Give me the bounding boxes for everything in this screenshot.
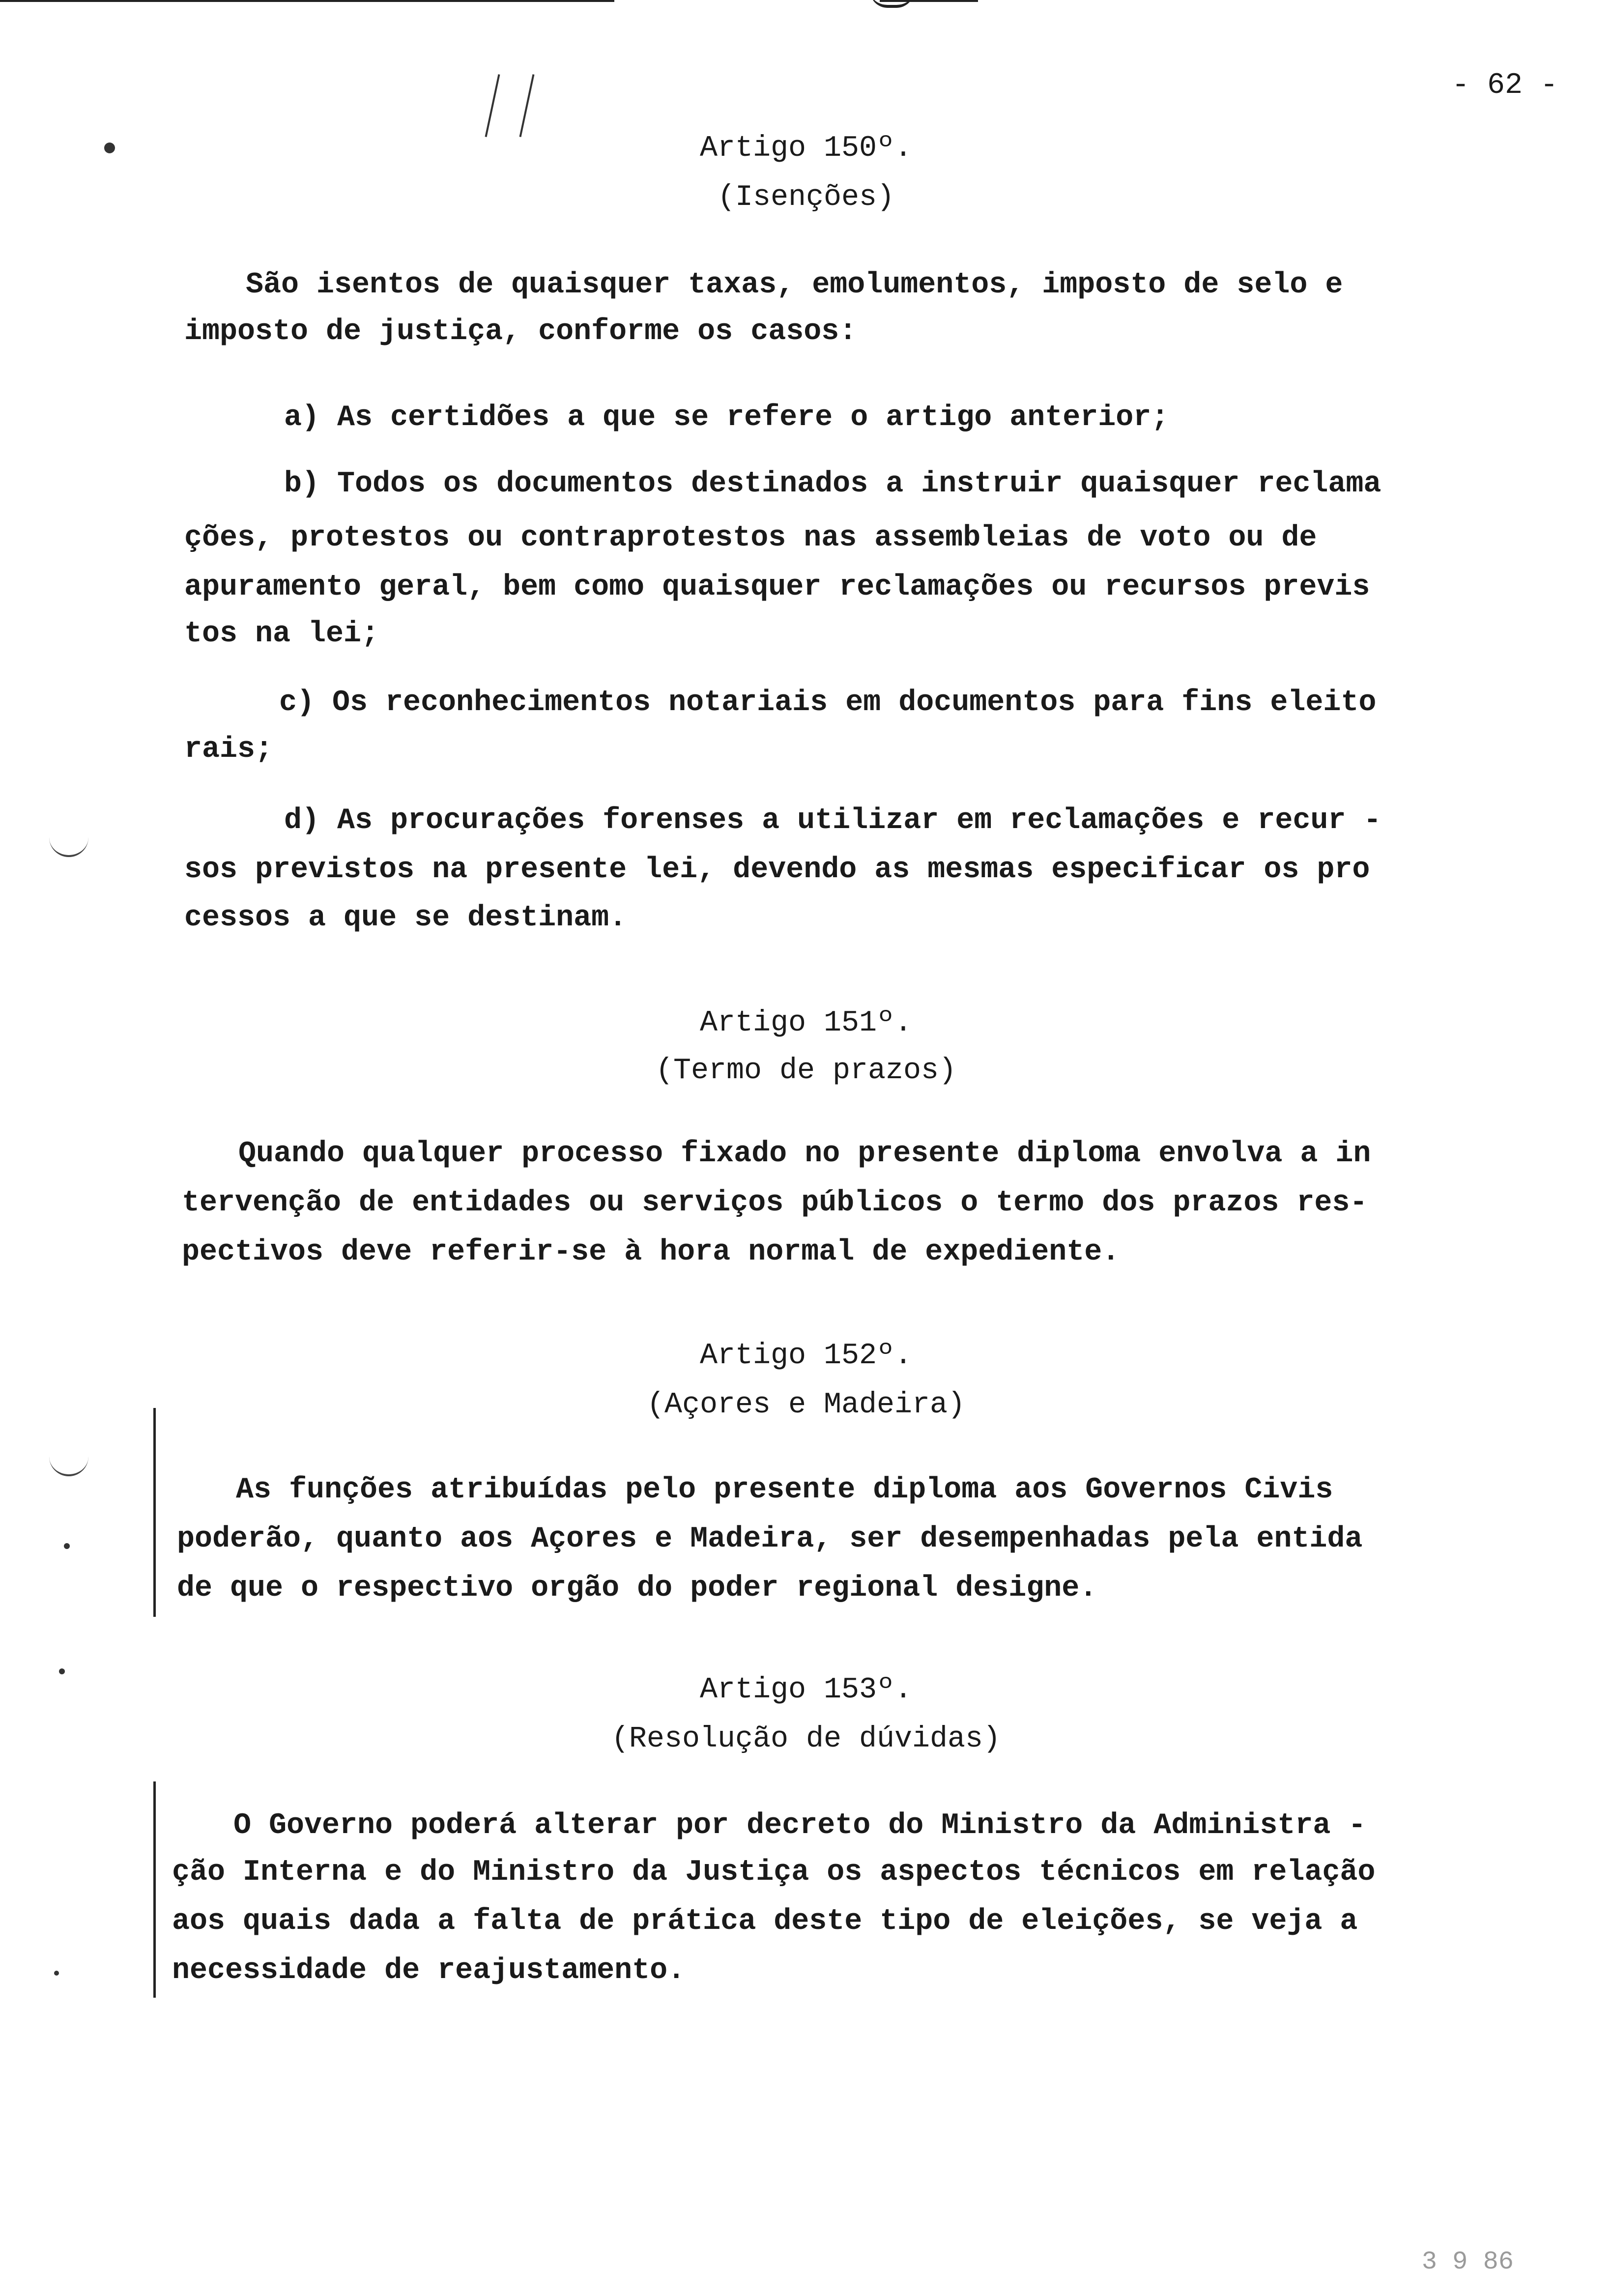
article-151-line: Quando qualquer processo fixado no presente diploma envolva a in (238, 1137, 1371, 1171)
article-150-line: cessos a que se destinam. (184, 901, 627, 935)
article-153-heading: Artigo 153º. (699, 1673, 913, 1707)
article-150-item-a: a) As certidões a que se refere o artigo anterior; (284, 401, 1169, 434)
article-150-line: apuramento geral, bem como quaisquer reclamações ou recursos previs (184, 571, 1370, 604)
article-150-line: sos previstos na presente lei, devendo as mesmas especificar os pro (184, 853, 1370, 887)
page-number: - 62 - (1451, 69, 1558, 102)
margin-bar (153, 1781, 156, 1998)
article-150-line: rais; (184, 733, 273, 766)
article-151-line: pectivos deve referir-se à hora normal de expediente. (182, 1235, 1120, 1269)
article-151-line: tervenção de entidades ou serviços públicos o termo dos prazos res- (182, 1186, 1368, 1220)
article-150-line: tos na lei; (184, 617, 379, 651)
article-152-line: de que o respectivo orgão do poder regional designe. (177, 1572, 1097, 1605)
article-150-subtitle: (Isenções) (717, 181, 895, 214)
pen-mark (485, 74, 500, 137)
article-150-item-c: c) Os reconhecimentos notariais em documentos para fins eleito (279, 686, 1377, 719)
scan-speck (104, 143, 115, 153)
article-150-item-b: b) Todos os documentos destinados a instruir quaisquer reclama (284, 467, 1382, 501)
article-151-heading: Artigo 151º. (699, 1006, 913, 1040)
article-152-line: poderão, quanto aos Açores e Madeira, ser desempenhadas pela entida (177, 1522, 1363, 1556)
article-151-subtitle: (Termo de prazos) (655, 1054, 957, 1088)
article-150-item-d: d) As procurações forenses a utilizar em reclamações e recur - (284, 804, 1382, 837)
margin-mark (49, 835, 88, 857)
article-152-subtitle: (Açores e Madeira) (646, 1388, 966, 1422)
article-153-subtitle: (Resolução de dúvidas) (611, 1722, 1001, 1756)
margin-mark (49, 1455, 88, 1476)
date-stamp: 3 9 86 (1421, 2247, 1514, 2276)
article-153-line: aos quais dada a falta de prática deste tipo de eleições, se veja a (172, 1905, 1358, 1938)
scan-speck (54, 1971, 59, 1976)
article-152-heading: Artigo 152º. (699, 1339, 913, 1373)
scan-speck (64, 1543, 70, 1549)
article-150-line: ções, protestos ou contraprotestos nas assembleias de voto ou de (184, 521, 1317, 555)
margin-bar (153, 1408, 156, 1617)
article-150-heading: Artigo 150º. (699, 132, 913, 165)
article-152-line: As funções atribuídas pelo presente diploma aos Governos Civis (236, 1473, 1333, 1507)
top-rule (0, 0, 614, 2)
article-153-line: necessidade de reajustamento. (172, 1954, 686, 1987)
article-153-line: ção Interna e do Ministro da Justiça os aspectos técnicos em relação (172, 1856, 1376, 1889)
scan-speck (59, 1668, 65, 1674)
binder-mark (870, 0, 914, 8)
article-150-line: São isentos de quaisquer taxas, emolumentos, imposto de selo e (246, 268, 1343, 302)
article-150-line: imposto de justiça, conforme os casos: (184, 315, 857, 348)
article-153-line: O Governo poderá alterar por decreto do Ministro da Administra - (233, 1809, 1366, 1842)
pen-mark (519, 74, 535, 137)
